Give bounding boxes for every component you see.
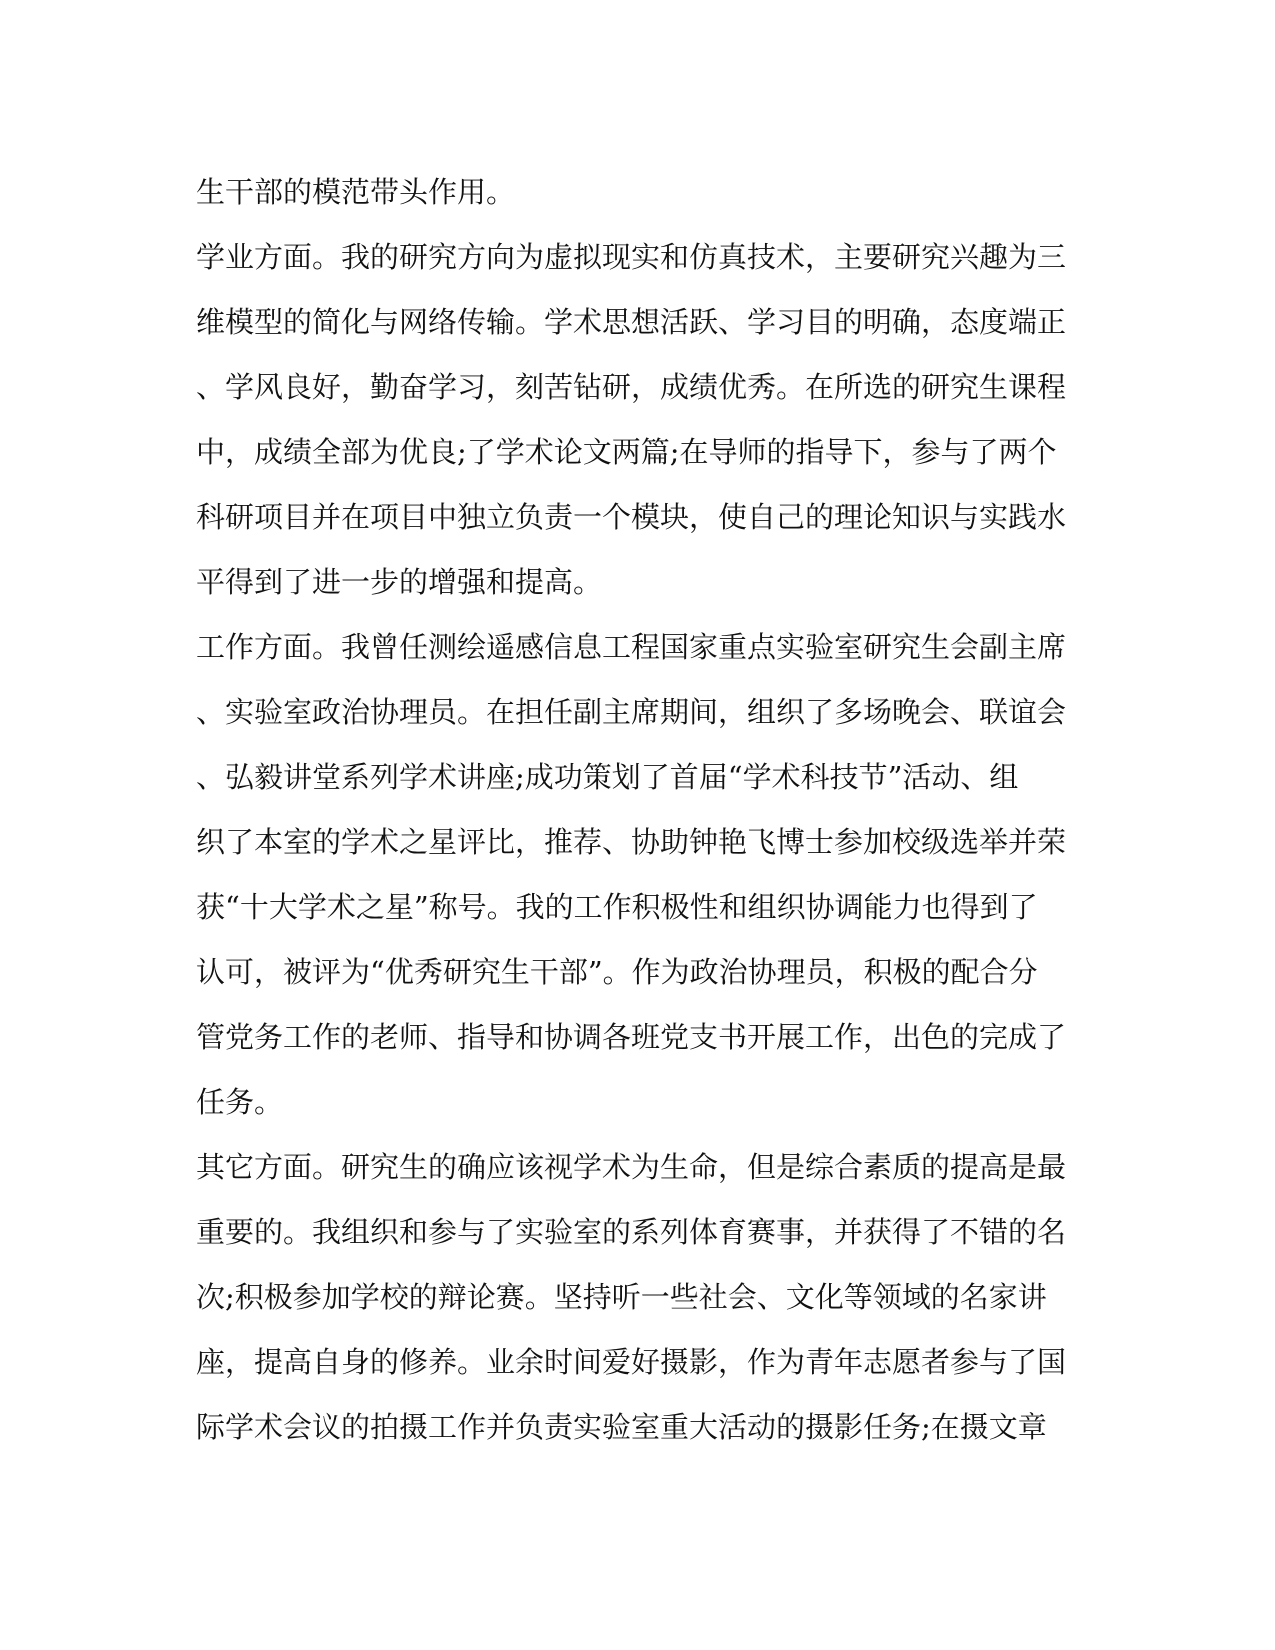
document-body: [196, 160, 1076, 1460]
text-line: 次;积极参加学校的辩论赛。坚持听一些社会、文化等领域的名家讲: [196, 1280, 1047, 1314]
text-line: 、学风良好，勤奋学习，刻苦钻研，成绩优秀。在所选的研究生课程: [196, 370, 1067, 404]
text-line: 管党务工作的老师、指导和协调各班党支书开展工作，出色的完成了: [196, 1020, 1067, 1054]
text-line: 重要的。我组织和参与了实验室的系列体育赛事，并获得了不错的名: [196, 1215, 1067, 1249]
text-line: 、实验室政治协理员。在担任副主席期间，组织了多场晚会、联谊会: [196, 695, 1067, 729]
text-line: 中，成绩全部为优良;了学术论文两篇;在导师的指导下，参与了两个: [196, 435, 1057, 469]
text-line: 任务。: [196, 1085, 284, 1119]
text-line: 获“十大学术之星”称号。我的工作积极性和组织协调能力也得到了: [196, 890, 1038, 924]
text-line: 工作方面。我曾任测绘遥感信息工程国家重点实验室研究生会副主席: [196, 630, 1067, 664]
text-line: 科研项目并在项目中独立负责一个模块，使自己的理论知识与实践水: [196, 500, 1067, 534]
text-line: 、弘毅讲堂系列学术讲座;成功策划了首届“学术科技节”活动、组: [196, 760, 1019, 794]
text-line: 织了本室的学术之星评比，推荐、协助钟艳飞博士参加校级选举并荣: [196, 825, 1067, 859]
text-line: 维模型的简化与网络传输。学术思想活跃、学习目的明确，态度端正: [196, 305, 1067, 339]
text-line: 平得到了进一步的增强和提高。: [196, 565, 603, 599]
text-line: 学业方面。我的研究方向为虚拟现实和仿真技术，主要研究兴趣为三: [196, 240, 1067, 274]
text-line: 生干部的模范带头作用。: [196, 175, 516, 209]
text-line: 际学术会议的拍摄工作并负责实验室重大活动的摄影任务;在摄文章: [196, 1410, 1047, 1444]
text-line: 认可，被评为“优秀研究生干部”。作为政治协理员，积极的配合分: [196, 955, 1038, 989]
text-line: 座，提高自身的修养。业余时间爱好摄影，作为青年志愿者参与了国: [196, 1345, 1067, 1379]
text-line: 其它方面。研究生的确应该视学术为生命，但是综合素质的提高是最: [196, 1150, 1067, 1184]
